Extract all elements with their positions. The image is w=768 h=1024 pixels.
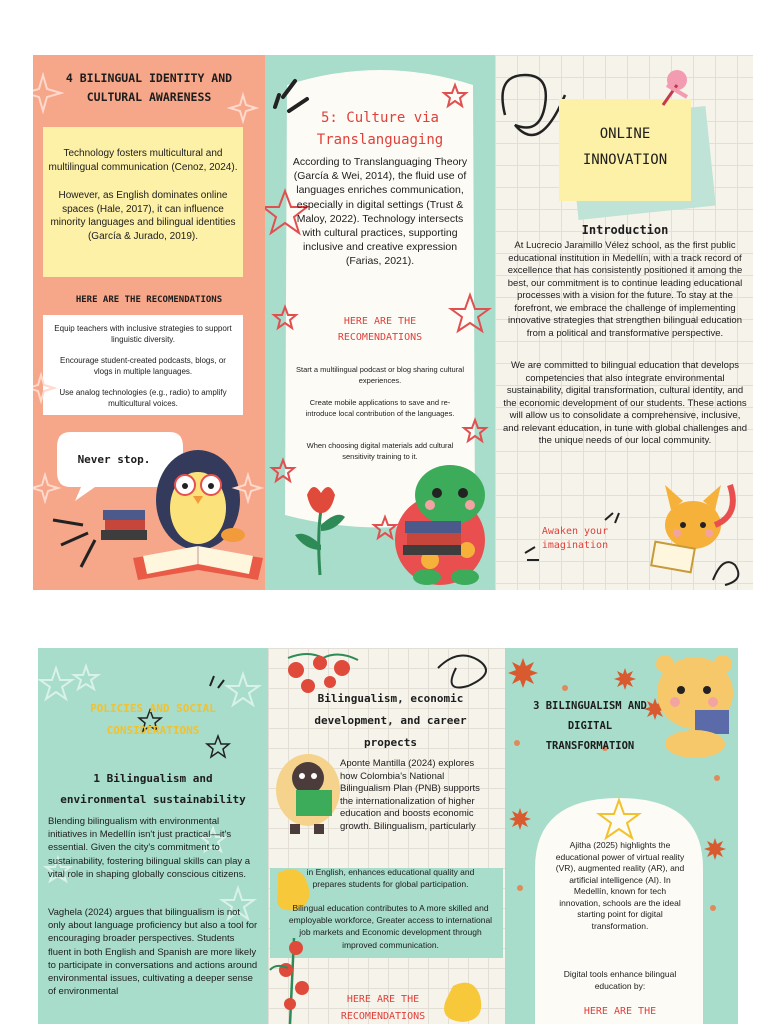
brochure-panel-policies (38, 648, 268, 1024)
paragraph-2: in English, enhances educational quality and prepares students for global participation. (306, 867, 475, 890)
paragraph-1: Blending bilingualism with environmental initiatives in Medellín isn't just practical—it's essential. Given the city's commitment to sustainability, fostering bilingual skills can play a vital role in shaping globally conscious citizens. (48, 816, 251, 880)
paragraph-1: Aponte Mantilla (2024) explores how Colombia's National Bilingualism Plan (PNB) supports the internationalization of higher education and boosts economic growth. Bilingualism, particularly (340, 758, 480, 832)
brochure-panel-digital-transformation (505, 648, 738, 1024)
brochure-panel-economic-development (268, 648, 505, 1024)
recommendation-item: Encourage student-created podcasts, blogs, or vlogs in multiple languages. (60, 356, 226, 376)
recommendation-item: Start a multilingual podcast or blog sharing cultural experiences. (295, 365, 464, 385)
recommendations-heading: HERE ARE THE (583, 1006, 657, 1017)
section-heading: POLICIES AND SOCIAL CONSIDERATIONS (90, 702, 216, 737)
section-heading: Bilingualism, economic development, and career propects (314, 692, 467, 749)
recommendations-heading: HERE ARE THE RECOMENDATIONS (340, 994, 426, 1022)
brochure-panel-translanguaging (265, 55, 495, 590)
recommendation-item: Create mobile applications to save and re-introduce local contribution of the languages. (305, 398, 455, 418)
info-box-text-2: However, as English dominates online spaces (Hale, 2017), it can influence minority languages and bilingual identities (García & Jurado, 2019). (50, 190, 236, 242)
speech-bubble-text: Never stop. (77, 453, 151, 466)
info-box-text-1: Technology fosters multicultural and multilingual communication (Cenoz, 2024). (48, 148, 238, 173)
paragraph-2: Digital tools enhance bilingual education by: (563, 969, 677, 991)
paragraph-3: Bilingual education contributes to A more skilled and employable workforce, Greater access to international job markets and Economic development through improved communication. (288, 903, 493, 950)
section-body: According to Translanguaging Theory (García & Wei, 2014), the fluid use of languages enriches communication, especially in digital settings (Trust & Maloy, 2022). Technology intersects with cultural practices, supporting inclusive and creative expression (Farias, 2021). (292, 156, 468, 268)
recommendation-item: Equip teachers with inclusive strategies to support linguistic diversity. (54, 324, 232, 344)
recommendations-heading: HERE ARE THE RECOMENDATIONS (337, 316, 423, 343)
intro-heading: Introduction (581, 223, 669, 237)
decorative-sparkles (33, 55, 265, 590)
section-heading: 3 BILINGUALISM AND DIGITAL TRANSFORMATION (533, 700, 647, 752)
paragraph-2: Vaghela (2024) argues that bilingualism is not only about language proficiency but also a tool for encouraging broader perspectives. Students fluent in both English and Spanish are more likely to participate in conversations and actions around environmental issues, cultivating a deeper sense of environmental (48, 907, 258, 998)
intro-paragraph-2: We are committed to bilingual education that develops competencies that also integrate environmental sustainability, digital transformation, cultural identity, and the economic development of our students. These actions will allow us to consolidate a comprehensive, inclusive, and relevant education, in tune with global challenges and the unique needs of our local community. (503, 360, 748, 446)
brochure-panel-online-innovation (495, 55, 753, 590)
brochure-panel-bilingual-identity (33, 55, 265, 590)
recommendation-item: Use analog technologies (e.g., radio) to amplify multicultural voices. (59, 388, 227, 408)
recommendation-item: When choosing digital materials add cultural sensitivity training to it. (306, 441, 454, 461)
brochure-title: ONLINE INNOVATION (582, 126, 668, 168)
paragraph-1: Ajitha (2025) highlights the educational power of virtual reality (VR), augmented reality (AR), and artificial intelligence (AI). In Medellín, known for tech innovation, schools are the ideal starting point for digital transformation. (555, 840, 685, 931)
section-heading: 5: Culture via Translanguaging (316, 110, 444, 148)
subsection-heading: 1 Bilingualism and environmental sustainability (60, 772, 246, 806)
intro-paragraph-1: At Lucrecio Jaramillo Vélez school, as the first public educational institution in Medellín, with a track record of excellence that has consistently positioned it among the best, our commitment is to continue leading educational processes with a vision for the future. To stay at the forefront, we embrace the challenge of implementing innovative strategies that strengthen bilingual education from a political and transformative perspective. (507, 240, 743, 339)
section-heading: 4 BILINGUAL IDENTITY AND CULTURAL AWARENESS (65, 71, 233, 104)
recommendations-heading: HERE ARE THE RECOMENDATIONS (75, 295, 223, 305)
tagline: Awaken your imagination (541, 526, 609, 551)
